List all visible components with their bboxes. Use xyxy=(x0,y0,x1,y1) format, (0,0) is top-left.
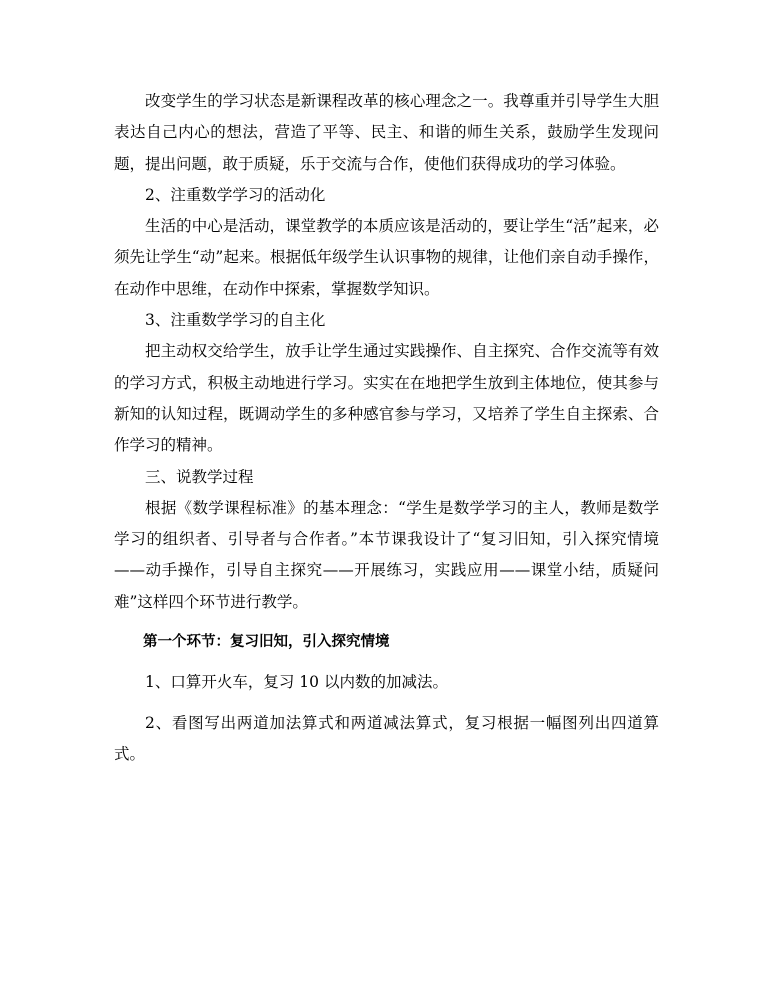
heading-activity: 2、注重数学学习的活动化 xyxy=(145,185,326,204)
paragraph-autonomy: 把主动权交给学生，放手让学生通过实践操作、自主探究、合作交流等有效的学习方式，积极主动地进行学习。实实在在地把学生放到主体地位，使其参与新知的认知过程，既调动学生的多种感官参与学习，又培养了学生自主探索、合作学习的精神。 xyxy=(114,342,659,455)
paragraph-teaching-process: 根据《数学课程标准》的基本理念：“学生是数学学习的主人，教师是数学学习的组织者、引导者与合作者。”本节课我设计了“复习旧知，引入探究情境——动手操作，引导自主探究——开展练习，实践应用——课堂小结，质疑问难”这样四个环节进行教学。 xyxy=(114,498,659,611)
paragraph-student-state: 改变学生的学习状态是新课程改革的核心理念之一。我尊重并引导学生大胆表达自己内心的想法，营造了平等、民主、和谐的师生关系，鼓励学生发现问题，提出问题，敢于质疑，乐于交流与合作，使他们获得成功的学习体验。 xyxy=(114,92,659,173)
heading-teaching-process: 三、说教学过程 xyxy=(145,467,254,486)
paragraph-mental-math: 1、口算开火车，复习 10 以内数的加减法。 xyxy=(145,673,448,692)
paragraph-activity: 生活的中心是活动，课堂教学的本质应该是活动的，要让学生“活”起来，必须先让学生“动”起来。根据低年级学生认识事物的规律，让他们亲自动手操作，在动作中思维，在动作中探索，掌握数学知识。 xyxy=(114,217,659,298)
paragraph-picture-equations: 2、看图写出两道加法算式和两道减法算式，复习根据一幅图列出四道算式。 xyxy=(114,713,659,763)
heading-first-stage: 第一个环节：复习旧知，引入探究情境 xyxy=(143,634,390,651)
heading-autonomy: 3、注重数学学习的自主化 xyxy=(145,311,326,330)
document-body xyxy=(114,86,659,770)
